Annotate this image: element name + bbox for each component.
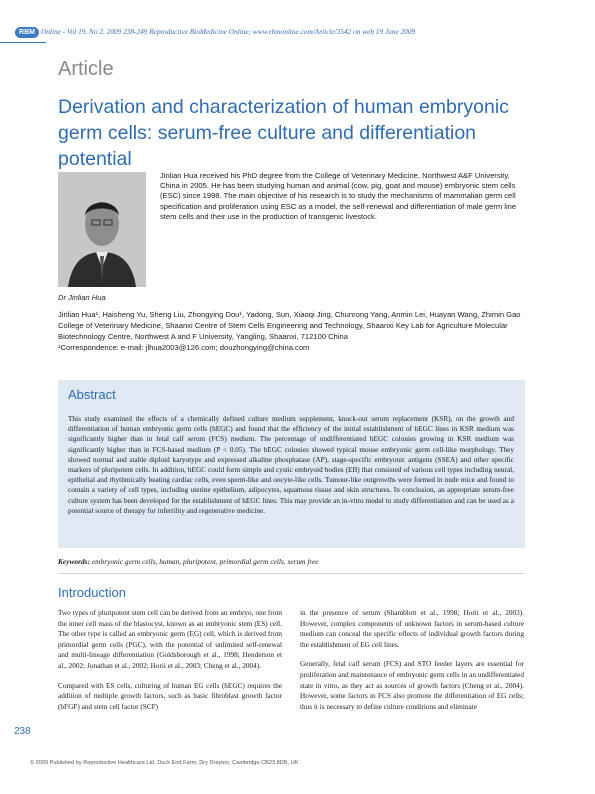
journal-header <box>15 27 415 38</box>
logo-suffix: Online <box>41 27 61 37</box>
article-title: Derivation and characterization of human embryonic germ cells: serum-free culture and differentiation potential <box>58 96 509 170</box>
keywords-text: embryonic germ cells, human, pluripotent, primordial germ cells, serum free <box>91 557 319 566</box>
intro-paragraph: Generally, fetal calf serum (FCS) and STO feeder layers are essential for proliferation and maintenance of embryonic germ cells in an undifferentiated state in vitro, as they act as sources of growth factors (Cheng et al., 2004). However, some factors in FCS also promote the differentiation of EG cells; thus it is necessary to define culture conditions and eliminate <box>300 660 524 711</box>
intro-paragraph: Two types of pluripotent stem cell can be derived from an embryo, one from the inner cell mass of the blastocyst, known as an embryonic stem (ES) cell. The other type is called an embryonic germ (EG) cell, which is derived from primordial germ cells (PGC), with the potential of unlimited self-renewal and multi-lineage differentiation (Goldsborough et al., 1998; Henderson et al., 2002; Jonathan et al., 2002; Horii et al., 2003; Cheng et al., 2004). <box>58 609 282 670</box>
author-block <box>58 309 538 353</box>
correspondence: ¹Correspondence: e-mail: jlhua2003@126.com; douzhongying@china.com <box>58 343 310 352</box>
intro-column-right <box>300 608 524 721</box>
portrait-image <box>58 172 146 287</box>
introduction-heading: Introduction <box>58 585 126 600</box>
intro-paragraph: in the presence of serum (Shamblott et al., 1998; Horii et al., 2003). However, complex components of unknown factors in serum-based culture medium can conceal the specific effects of individual growth factors during the establishment of EG cell lines. <box>300 609 524 649</box>
citation-line: - Vol 19. No 2. 2009 238-249 Reproductive BioMedicine Online; www.rbmonline.com/Article/3542 on web 19 June 2009 <box>62 27 416 37</box>
rbm-logo: RBM <box>15 27 39 38</box>
page-number: 238 <box>14 726 31 737</box>
keywords <box>58 557 538 566</box>
author-photo <box>58 172 146 287</box>
section-label: Article <box>58 58 114 80</box>
section-divider <box>58 573 525 574</box>
copyright-footer: © 2009 Published by Reproductive Healthcare Ltd, Duck End Farm, Dry Drayton, Cambridge CB23 8DB, UK <box>30 760 299 766</box>
abstract-box <box>58 380 525 548</box>
abstract-text: This study examined the effects of a chemically defined culture medium supplement, knock-out serum replacement (KSR), on the growth and differentiation of human embryonic germ cells (hEGC) and found that the efficiency of the initial establishment of hEGC lines in KSR medium was significantly higher than in fetal calf serum (FCS) medium. The percentage of undifferentiated hEGC colonies growing in KSR medium was significantly higher than in FCS-based medium (P < 0.05). The hEGC colonies showed typical mouse embryonic germ cell-like morphology. They showed normal and stable diploid karyotype and expressed alkaline phosphatase (AP), stage-specific embryonic antigens (SSEA) and other specific markers of pluripotent cells. In addition, hEGC could form simple and cystic embryoid bodies (EB) that consisted of various cell types including neural, epithelial and rhythmically beating cardiac cells, even sperm-like and oocyte-like cells. Tumour-like outgrowths were formed in nude mice and found to contain a variety of cell types, including uterine epithelium, adipocytes, squamous tissue and skin structures. In conclusion, an appropriate serum-free culture system has been developed for the establishment of hEGC lines. This may provide an in-vitro model to study differentiation and can be used as a potential source of therapy for infertility and regenerative medicine. <box>68 415 514 515</box>
author-names: Jinlian Hua¹, Haisheng Yu, Sheng Liu, Zhongying Dou¹, Yadong, Sun, Xiaoqi Jing, Chunrong Yang, Anmin Lei, Huayan Wang, Zhimin Gao <box>58 310 521 319</box>
abstract-heading: Abstract <box>68 387 116 402</box>
photo-caption: Dr Jinlian Hua <box>58 293 106 302</box>
keywords-label: Keywords: <box>58 557 91 566</box>
author-affiliation: College of Veterinary Medicine, Shaanxi Centre of Stem Cells Engineering and Technology, Shaanxi Key Lab for Agriculture Molecular Biotechnology Centre, Northwest A and F University, Yangling, Shaanxi, 712100 China <box>58 321 508 341</box>
header-rule <box>0 42 46 43</box>
author-bio: Jinlian Hua received his PhD degree from the College of Veterinary Medicine, Northwest A&F University, China in 2005. He has been studying human and animal (cow, pig, goat and mouse) embryonic stem cells (ESC) since 1998. The main objective of his research is to study the mechanisms of mammalian germ cell specification and proliferation using ESC as a model, the self-renewal and differentiation of male germ line stem cells and their use in the production of transgenic livestock. <box>160 171 517 221</box>
intro-column-left <box>58 608 282 721</box>
intro-paragraph: Compared with ES cells, culturing of human EG cells (hEGC) requires the addition of multiple growth factors, such as basic fibroblast growth factor (bFGF) and stem cell factor (SCF) <box>58 681 282 711</box>
